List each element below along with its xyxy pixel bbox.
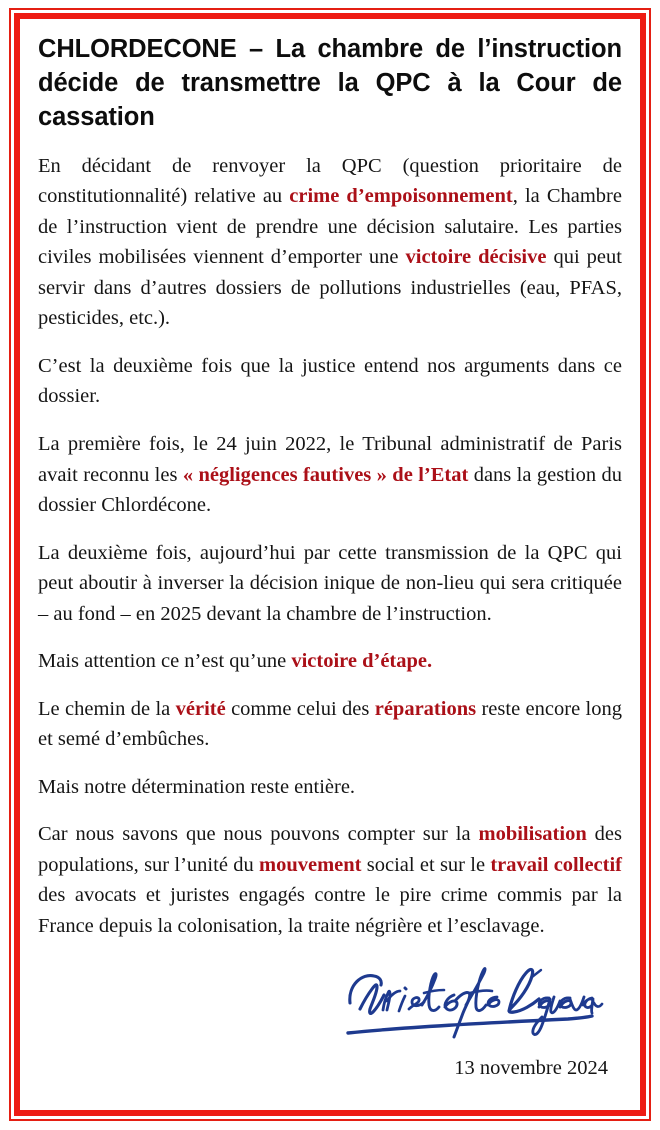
highlighted-phrase: « négligences fautives » de l’Etat	[182, 463, 469, 486]
signature-block	[38, 955, 624, 1051]
body-text-run: reste encore long et semé d’embûches.	[38, 697, 622, 751]
body-text-run: des populations, sur l’unité du	[38, 823, 622, 876]
highlighted-phrase: crime d’empoisonnement	[289, 185, 513, 208]
page-border-outer	[9, 8, 651, 1121]
body-paragraph	[38, 351, 624, 412]
body-text-run: La première fois, le 24 juin 2022, le Tribunal administratif de Paris avait reconnu les	[38, 432, 622, 486]
body-text-run: Mais notre détermination reste entière.	[38, 775, 356, 798]
page-border-inner	[14, 13, 646, 1116]
highlighted-phrase: victoire d’étape.	[291, 650, 433, 673]
body-text-run: Car nous savons que nous pouvons compter sur la	[38, 823, 479, 846]
highlighted-phrase: mobilisation	[478, 823, 587, 846]
body-text-run: social et sur le	[361, 853, 491, 876]
body-text-run: Le chemin de la	[38, 697, 176, 720]
body-text-run: C’est la deuxième fois que la justice entend nos arguments dans ce dossier.	[38, 354, 622, 408]
highlighted-phrase: réparations	[374, 697, 477, 720]
body-text-run: qui peut servir dans d’autres dossiers de pollutions industrielles (eau, PFAS, pesticides, etc.).	[38, 246, 622, 330]
body-paragraph	[38, 694, 624, 755]
body-text-run: En décidant de renvoyer la QPC (question prioritaire de constitutionnalité) relative au	[38, 154, 622, 208]
page-title: CHLORDECONE – La chambre de l’instruction décide de transmettre la QPC à la Cour de cassation	[38, 35, 622, 131]
body-text-run: dans la gestion du dossier Chlordécone.	[38, 463, 622, 517]
body-paragraph	[38, 429, 624, 521]
body-text-run: La deuxième fois, aujourd’hui par cette transmission de la QPC qui peut aboutir à inverser la décision inique de non-lieu qui sera critiquée – au fond – en 2025 devant la chambre de l’instruction.	[38, 541, 622, 625]
signature-image	[336, 955, 606, 1047]
body-paragraph	[38, 151, 624, 334]
body-paragraph	[38, 819, 624, 941]
document-date: 13 novembre 2024	[454, 1057, 608, 1080]
document-body	[38, 151, 624, 942]
highlighted-phrase: victoire décisive	[405, 246, 547, 269]
highlighted-phrase: vérité	[175, 697, 226, 720]
body-paragraph	[38, 538, 624, 630]
body-paragraph	[38, 646, 624, 677]
body-text-run: , la Chambre de l’instruction vient de prendre une décision salutaire. Les parties civiles mobilisées viennent d’emporter une	[38, 185, 622, 269]
body-text-run: Mais attention ce n’est qu’une	[38, 650, 292, 673]
body-text-run: des avocats et juristes engagés contre le pire crime commis par la France depuis la colonisation, la traite négrière et l’esclavage.	[38, 884, 622, 937]
body-paragraph	[38, 772, 624, 803]
highlighted-phrase: travail collectif	[490, 853, 622, 876]
body-text-run: comme celui des	[225, 697, 375, 720]
highlighted-phrase: mouvement	[259, 853, 362, 876]
